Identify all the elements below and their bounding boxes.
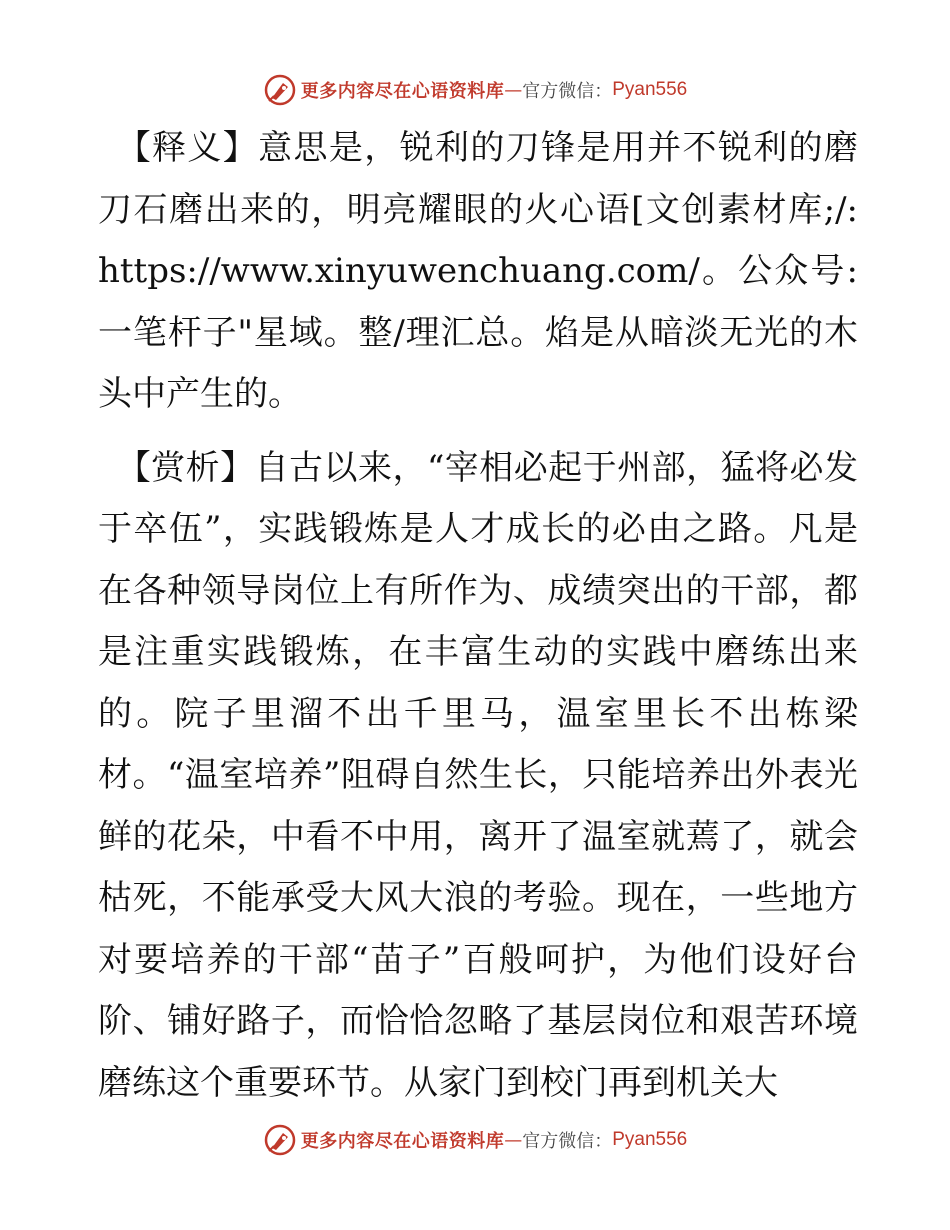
paragraph-appreciation: 【赏析】自古以来，“宰相必起于州部，猛将必发于卒伍”，实践锻炼是人才成长的必由之路。凡是在各种领导岗位上有所作为、成绩突出的干部，都是注重实践锻炼，在丰富生动的实践中磨练出来的。院子里溜不出千里马，温室里长不出栋梁材。“温室培养”阻碍自然生长，只能培养出外表光鲜的花朵，中看不中用，离开了温室就蔫了，就会枯死，不能承受大风大浪的考验。现在，一些地方对要培养的干部“苗子”百般呵护，为他们设好台阶、铺好路子，而恰恰忽略了基层岗位和艰苦环境磨练这个重要环节。从家门到校门再到机关大 xyxy=(98,447,858,1103)
banner-contact-label: 官方微信： xyxy=(522,81,613,102)
header-banner xyxy=(0,70,950,110)
footer-banner xyxy=(0,1120,950,1160)
banner-contact-id: Pyan556 xyxy=(612,1129,688,1150)
banner-contact-id: Pyan556 xyxy=(612,79,688,100)
document-body xyxy=(98,118,858,1114)
banner-main-text: 更多内容尽在心语资料库 xyxy=(300,1131,505,1152)
paragraph-interpretation: 【释义】意思是，锐利的刀锋是用并不锐利的磨刀石磨出来的，明亮耀眼的火心语[文创素材库;/: https://www.xinyuwenchuang.com/。公众号: 一笔杆子"星域。整/理汇总。焰是从暗淡无光的木头中产生的。 xyxy=(98,128,858,414)
pen-nib-logo-icon xyxy=(263,73,297,107)
banner-separator: — xyxy=(504,1129,523,1151)
banner-main-text: 更多内容尽在心语资料库 xyxy=(300,81,505,102)
banner-contact-label: 官方微信： xyxy=(522,1131,613,1152)
banner-separator: — xyxy=(504,79,523,101)
pen-nib-logo-icon xyxy=(263,1123,297,1157)
